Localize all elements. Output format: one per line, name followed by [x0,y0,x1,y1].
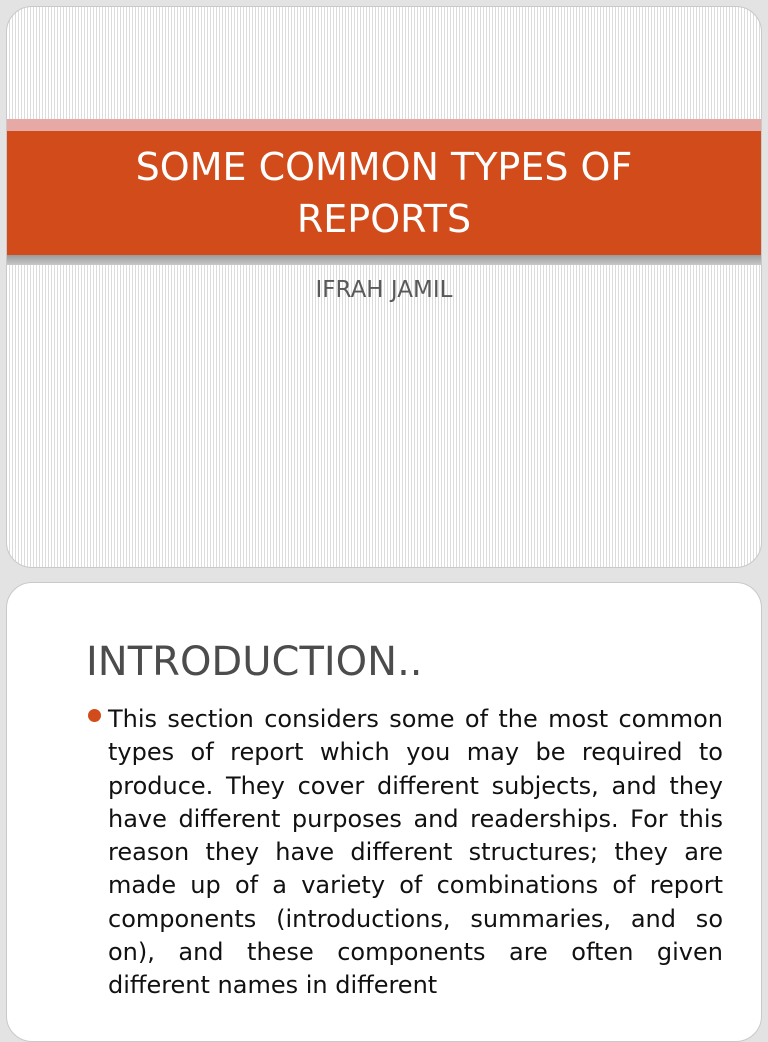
slide-title: SOME COMMON TYPES OF REPORTS [135,145,633,241]
slide-heading: INTRODUCTION.. [86,639,423,685]
title-band [7,131,761,255]
bullet-list [85,703,723,1003]
bullet-text: This section considers some of the most common types of report which you may be required to produce. They cover different subjects, and they have different purposes and readerships. For this reason they have different structures; they are made up of a variety of combinations of report components (introductions, summaries, and so on), and these components are often given different names in different [108,705,723,1000]
slide-subtitle: IFRAH JAMIL [315,277,453,303]
title-band-top-stripe [7,119,761,131]
bullet-dot-icon [88,709,101,722]
content-slide [6,582,762,1042]
title-band-bottom-stripe [7,255,761,265]
title-slide [6,6,762,568]
bullet-item [85,703,723,1003]
